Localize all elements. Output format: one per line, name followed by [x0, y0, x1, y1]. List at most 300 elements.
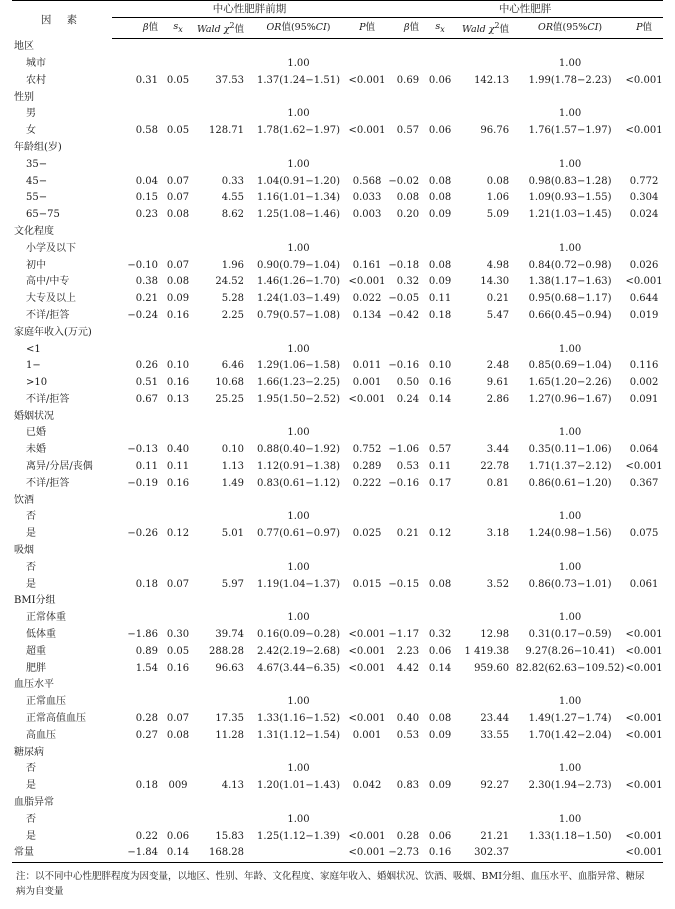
or-cell-1: 1.00 [287, 158, 310, 170]
table-row [12, 73, 663, 90]
sx-cell-2: 0.08 [428, 578, 452, 590]
beta-cell-2: 0.53 [396, 461, 420, 473]
sx-cell-2 [425, 761, 455, 778]
beta-cell-1: 0.23 [135, 209, 158, 221]
sx-header-1: $s_x$ [164, 18, 192, 39]
beta-cell-1: −0.24 [127, 309, 158, 321]
p-cell-1 [347, 425, 387, 442]
sx-cell-1 [164, 342, 192, 359]
wald-cell-1: 5.97 [221, 578, 244, 590]
or-cell-1 [250, 845, 347, 862]
wald-cell-2 [455, 241, 515, 258]
beta-cell-1: −1.86 [127, 629, 158, 641]
p-cell-1: 0.003 [352, 209, 382, 221]
or-cell-1: 1.37(1.24−1.51) [257, 74, 340, 86]
p-cell-2 [625, 610, 663, 627]
or-cell-2: 1.00 [558, 242, 582, 254]
or-cell-2: 1.65(1.20−2.26) [528, 377, 612, 389]
wald-cell-2: 21.21 [480, 830, 510, 842]
sx-cell-1 [164, 509, 192, 526]
results-table-container [12, 0, 663, 899]
beta-cell-1 [112, 56, 164, 73]
group-row-spacer [112, 224, 663, 241]
wald-cell-2: 14.30 [480, 276, 510, 288]
beta-cell-2: 0.21 [396, 528, 420, 540]
p-cell-1 [347, 694, 387, 711]
sx-cell-1: 0.10 [166, 360, 190, 372]
table-row [12, 711, 663, 728]
or-cell-2: 1.27(0.96−1.67) [528, 393, 612, 405]
wald-cell-1: 15.83 [215, 830, 244, 842]
table-row [12, 241, 663, 258]
table-row [12, 845, 663, 862]
group-row [12, 409, 663, 426]
table-row [12, 207, 663, 224]
wald-cell-2: 2.48 [486, 360, 510, 372]
row-label: 初中 [26, 259, 46, 271]
p-cell-2: 0.019 [629, 309, 659, 321]
p-cell-2: <0.001 [625, 276, 663, 288]
or-cell-1: 1.31(1.12−1.54) [257, 729, 340, 741]
wald-cell-1 [192, 425, 250, 442]
beta-cell-1: 0.22 [135, 830, 158, 842]
p-cell-1: 0.001 [352, 729, 382, 741]
sx-cell-1: 0.06 [166, 830, 190, 842]
or-cell-2: 1.00 [558, 108, 582, 120]
sx-cell-2: 0.06 [428, 125, 452, 137]
wald-cell-2 [455, 812, 515, 829]
or-cell-2: 1.09(0.93−1.55) [528, 192, 612, 204]
beta-cell-2 [387, 342, 425, 359]
p-cell-1 [347, 342, 387, 359]
wald-cell-2: 5.47 [486, 309, 510, 321]
wald-header-2: Wald $\chi^2$值 [455, 18, 515, 39]
group-label: 糖尿病 [14, 746, 44, 758]
wald-cell-1: 1.13 [221, 461, 244, 473]
or-cell-2: 0.66(0.45−0.94) [528, 309, 612, 321]
sx-cell-2: 0.09 [428, 780, 452, 792]
beta-cell-1: 0.38 [135, 276, 158, 288]
sx-cell-1: 0.13 [166, 393, 190, 405]
beta-cell-1 [112, 610, 164, 627]
p-cell-2 [625, 241, 663, 258]
p-cell-2: 0.061 [629, 578, 659, 590]
row-label: 女 [26, 125, 36, 137]
or-cell-2: 1.00 [558, 813, 582, 825]
beta-cell-1 [112, 761, 164, 778]
wald-cell-1: 0.10 [221, 444, 244, 456]
or-cell-1: 1.25(1.08−1.46) [257, 209, 340, 221]
row-label: 是 [26, 830, 36, 842]
sx-cell-1: 0.12 [166, 528, 190, 540]
p-cell-1 [347, 241, 387, 258]
wald-cell-1: 2.25 [221, 309, 244, 321]
sx-cell-1: 0.08 [166, 276, 190, 288]
or-cell-1: 2.42(2.19−2.68) [257, 645, 340, 657]
group1-header: 中心性肥胖前期 [112, 1, 387, 18]
beta-cell-1 [112, 157, 164, 174]
group-row-spacer [112, 325, 663, 342]
or-cell-2: 1.00 [558, 511, 582, 523]
sx-cell-2: 0.09 [428, 729, 452, 741]
or-cell-2: 0.84(0.72−0.98) [528, 259, 612, 271]
wald-cell-1: 128.71 [209, 125, 244, 137]
group-label: 吸烟 [14, 545, 34, 557]
or-cell-1: 1.33(1.16−1.52) [257, 713, 340, 725]
table-row [12, 375, 663, 392]
table-row [12, 358, 663, 375]
beta-cell-1: 0.58 [135, 125, 158, 137]
row-label: 是 [26, 780, 36, 792]
p-header-2: P值 [625, 18, 663, 39]
row-label: 高中/中专 [26, 276, 70, 288]
wald-cell-2: 3.52 [486, 578, 510, 590]
row-label: 不详/拒答 [26, 309, 70, 321]
table-row [12, 291, 663, 308]
or-cell-1: 1.20(1.01−1.43) [257, 780, 340, 792]
or-cell-1: 1.25(1.12−1.39) [257, 830, 340, 842]
table-body [12, 39, 663, 863]
p-cell-2: 0.367 [629, 477, 659, 489]
sx-cell-2: 0.16 [425, 845, 455, 862]
or-cell-1: 0.79(0.57−1.08) [257, 309, 340, 321]
sx-cell-1 [164, 56, 192, 73]
wald-cell-1 [192, 509, 250, 526]
wald-cell-1 [192, 56, 250, 73]
sx-cell-1 [164, 761, 192, 778]
p-cell-1: 0.001 [352, 377, 382, 389]
row-label: 否 [26, 511, 36, 523]
sx-cell-1: 0.11 [166, 461, 190, 473]
group-row-spacer [112, 543, 663, 560]
group-row [12, 224, 663, 241]
wald-cell-1 [192, 761, 250, 778]
sx-cell-1: 0.05 [166, 125, 190, 137]
wald-cell-2 [455, 761, 515, 778]
or-cell-1: 1.04(0.91−1.20) [257, 175, 340, 187]
table-row [12, 526, 663, 543]
table-row [12, 476, 663, 493]
sx-cell-2: 0.08 [428, 175, 452, 187]
p-cell-1: 0.222 [352, 477, 382, 489]
row-label: 小学及以下 [26, 242, 76, 254]
beta-cell-1: 0.28 [135, 713, 158, 725]
sx-cell-1 [164, 694, 192, 711]
group-row-spacer [112, 140, 663, 157]
wald-cell-1: 17.35 [215, 713, 244, 725]
row-label: 农村 [26, 74, 46, 86]
sx-cell-2 [425, 694, 455, 711]
wald-header-1: Wald $\chi^2$值 [192, 18, 250, 39]
sx-cell-1 [164, 106, 192, 123]
beta-cell-2: 2.23 [396, 645, 420, 657]
group-row-spacer [112, 39, 663, 56]
group-row [12, 493, 663, 510]
wald-cell-1 [192, 157, 250, 174]
group-label: 婚姻状况 [14, 410, 54, 422]
beta-header-1: β值 [112, 18, 164, 39]
group-label: 文化程度 [14, 225, 54, 237]
wald-cell-2: 4.98 [486, 259, 510, 271]
wald-cell-1: 11.28 [215, 729, 244, 741]
sx-cell-1 [164, 425, 192, 442]
sx-cell-1: 0.08 [166, 209, 190, 221]
row-label: 低体重 [26, 629, 56, 641]
beta-cell-2 [387, 157, 425, 174]
row-label: 大专及以上 [26, 293, 76, 305]
p-cell-1: 0.015 [352, 578, 382, 590]
p-cell-2: <0.001 [625, 645, 663, 657]
table-row [12, 174, 663, 191]
group-row [12, 90, 663, 107]
sx-cell-2: 0.06 [428, 74, 452, 86]
wald-cell-2 [455, 694, 515, 711]
wald-cell-2 [455, 425, 515, 442]
sx-cell-2: 0.14 [428, 662, 452, 674]
table-row [12, 694, 663, 711]
beta-cell-2 [387, 509, 425, 526]
sx-cell-2: 0.11 [428, 461, 452, 473]
p-cell-1: 0.752 [352, 444, 382, 456]
beta-cell-2: 0.50 [396, 377, 420, 389]
beta-cell-2: −0.16 [388, 477, 420, 489]
or-header-2: OR值(95%CI) [515, 18, 625, 39]
wald-cell-1 [192, 106, 250, 123]
row-label: 是 [26, 578, 36, 590]
or-cell-1: 4.67(3.44−6.35) [257, 662, 340, 674]
p-cell-2: <0.001 [625, 461, 663, 473]
p-cell-2: <0.001 [625, 125, 663, 137]
wald-cell-1: 5.01 [221, 528, 244, 540]
or-cell-2: 1.00 [558, 57, 582, 69]
beta-cell-2: −2.73 [387, 845, 425, 862]
p-cell-2 [625, 761, 663, 778]
table-row [12, 761, 663, 778]
group-row-spacer [112, 493, 663, 510]
sx-cell-1: 0.08 [166, 729, 190, 741]
beta-cell-1 [112, 342, 164, 359]
p-header-1: P值 [347, 18, 387, 39]
wald-cell-2: 23.44 [480, 713, 510, 725]
beta-cell-2: 0.08 [396, 192, 420, 204]
sx-cell-2: 0.11 [428, 293, 452, 305]
wald-cell-2 [455, 560, 515, 577]
or-cell-1: 1.00 [287, 242, 310, 254]
wald-cell-2: 9.61 [486, 377, 510, 389]
group-label: BMI分组 [14, 595, 56, 607]
group-row [12, 325, 663, 342]
beta-cell-1 [112, 106, 164, 123]
table-row [12, 577, 663, 594]
or-cell-2: 1.76(1.57−1.97) [528, 125, 612, 137]
group-label: 饮酒 [14, 494, 34, 506]
wald-cell-1: 168.28 [192, 845, 250, 862]
or-cell-2: 1.00 [558, 763, 582, 775]
beta-cell-2: 0.83 [396, 780, 420, 792]
p-cell-1 [347, 761, 387, 778]
or-cell-1: 1.78(1.62−1.97) [257, 125, 340, 137]
beta-cell-2: 4.42 [396, 662, 420, 674]
or-cell-1: 1.29(1.06−1.58) [257, 360, 340, 372]
p-cell-2: <0.001 [625, 662, 663, 674]
beta-cell-2: 0.53 [396, 729, 420, 741]
wald-cell-2: 22.78 [480, 461, 510, 473]
row-label: 正常体重 [26, 612, 66, 624]
p-cell-1: 0.134 [352, 309, 382, 321]
table-row [12, 56, 663, 73]
sx-cell-1: 0.05 [166, 74, 190, 86]
group-row [12, 140, 663, 157]
row-label: 45− [26, 175, 48, 187]
wald-cell-2: 33.55 [480, 729, 510, 741]
table-row [12, 106, 663, 123]
wald-cell-1 [192, 342, 250, 359]
beta-cell-2 [387, 694, 425, 711]
p-cell-2 [625, 509, 663, 526]
p-cell-1: <0.001 [348, 713, 386, 725]
wald-cell-2: 2.86 [486, 393, 510, 405]
p-cell-1: 0.568 [352, 175, 382, 187]
wald-cell-2: 0.81 [486, 477, 510, 489]
or-cell-2: 1.71(1.37−2.12) [528, 461, 612, 473]
row-label: 肥胖 [26, 662, 46, 674]
or-cell-2: 1.00 [558, 427, 582, 439]
wald-cell-2 [455, 342, 515, 359]
or-cell-1: 1.00 [287, 343, 310, 355]
or-cell-1: 1.16(1.01−1.34) [257, 192, 340, 204]
sx-cell-2: 0.09 [428, 276, 452, 288]
or-cell-2: 1.70(1.42−2.04) [528, 729, 612, 741]
sx-cell-2 [425, 560, 455, 577]
beta-cell-1 [112, 425, 164, 442]
beta-cell-2: 0.20 [396, 209, 420, 221]
table-row [12, 459, 663, 476]
sx-cell-1: 0.07 [166, 259, 190, 271]
row-label: 高血压 [26, 729, 56, 741]
beta-cell-2 [387, 241, 425, 258]
or-cell-1: 0.83(0.61−1.12) [257, 477, 340, 489]
or-cell-1: 0.90(0.79−1.04) [257, 259, 340, 271]
beta-cell-2 [387, 56, 425, 73]
wald-cell-1: 4.13 [221, 780, 244, 792]
wald-cell-2: 3.44 [486, 444, 510, 456]
table-row [12, 812, 663, 829]
wald-cell-2: 0.21 [486, 293, 510, 305]
p-cell-1: <0.001 [348, 276, 386, 288]
table-row [12, 258, 663, 275]
sx-cell-2: 0.06 [428, 645, 452, 657]
or-cell-1: 1.00 [287, 511, 310, 523]
beta-cell-1: 0.18 [135, 780, 158, 792]
beta-cell-1: −0.10 [127, 259, 158, 271]
p-cell-1: <0.001 [348, 830, 386, 842]
row-label: 否 [26, 813, 36, 825]
row-label: 是 [26, 528, 36, 540]
group-label: 血压水平 [14, 679, 54, 691]
wald-cell-2 [455, 106, 515, 123]
p-cell-2: <0.001 [625, 780, 663, 792]
or-cell-2: 1.00 [558, 561, 582, 573]
table-row [12, 308, 663, 325]
sx-cell-1 [164, 610, 192, 627]
sx-cell-2: 0.06 [428, 830, 452, 842]
beta-cell-1: 0.15 [135, 192, 158, 204]
p-cell-1: 0.025 [352, 528, 382, 540]
group-label: 血脂异常 [14, 797, 54, 809]
or-cell-2: 1.00 [558, 696, 582, 708]
sx-cell-2: 0.08 [428, 259, 452, 271]
p-cell-2: 0.304 [629, 192, 659, 204]
or-cell-1: 0.88(0.40−1.92) [257, 444, 340, 456]
group-label: 年龄组(岁) [14, 141, 62, 153]
beta-cell-2: 0.69 [396, 74, 420, 86]
row-label: 1− [26, 360, 41, 372]
beta-cell-1 [112, 812, 164, 829]
or-cell-2: 0.35(0.11−1.06) [528, 444, 612, 456]
group-row-spacer [112, 409, 663, 426]
beta-cell-1 [112, 241, 164, 258]
or-cell-2: 1.00 [558, 158, 582, 170]
wald-cell-1: 10.68 [215, 377, 244, 389]
wald-cell-1: 5.28 [221, 293, 244, 305]
wald-cell-2: 5.09 [486, 209, 510, 221]
p-cell-2: 0.772 [629, 175, 659, 187]
sx-cell-1: 0.05 [166, 645, 190, 657]
sx-cell-2: 0.14 [428, 393, 452, 405]
beta-cell-2: 0.24 [396, 393, 420, 405]
or-cell-2: 1.33(1.18−1.50) [528, 830, 612, 842]
sx-cell-2 [425, 610, 455, 627]
row-label: 35− [26, 158, 48, 170]
or-cell-2: 0.86(0.73−1.01) [528, 578, 612, 590]
table-row [12, 610, 663, 627]
sx-cell-2: 0.16 [428, 377, 452, 389]
beta-cell-2 [387, 610, 425, 627]
p-cell-2 [625, 812, 663, 829]
sx-cell-2 [425, 157, 455, 174]
p-cell-1 [347, 560, 387, 577]
p-cell-1: <0.001 [348, 393, 386, 405]
beta-cell-1: 1.54 [135, 662, 158, 674]
sx-cell-2 [425, 106, 455, 123]
table-row [12, 644, 663, 661]
or-cell-1: 1.24(1.03−1.49) [257, 293, 340, 305]
beta-cell-2: −0.05 [388, 293, 420, 305]
sx-cell-1: 0.07 [166, 713, 190, 725]
sx-cell-2: 0.08 [428, 192, 452, 204]
beta-cell-2 [387, 425, 425, 442]
row-label: 正常高值血压 [26, 713, 86, 725]
row-label: 55− [26, 192, 48, 204]
sx-cell-2: 0.09 [428, 209, 452, 221]
beta-cell-1: 0.21 [135, 293, 158, 305]
p-cell-1: <0.001 [348, 629, 386, 641]
p-cell-1: <0.001 [348, 645, 386, 657]
beta-cell-2 [387, 106, 425, 123]
or-cell-2: 0.95(0.68−1.17) [528, 293, 612, 305]
wald-cell-1: 25.25 [215, 393, 244, 405]
p-cell-1: 0.289 [352, 461, 382, 473]
or-cell-1: 0.77(0.61−0.97) [257, 528, 340, 540]
p-cell-1: <0.001 [347, 845, 387, 862]
row-label: 离异/分居/丧偶 [26, 461, 93, 473]
table-row [12, 342, 663, 359]
row-label: >10 [26, 377, 48, 389]
table-row [12, 627, 663, 644]
beta-cell-1: 0.51 [135, 377, 158, 389]
table-row [12, 509, 663, 526]
p-cell-2: <0.001 [625, 74, 663, 86]
